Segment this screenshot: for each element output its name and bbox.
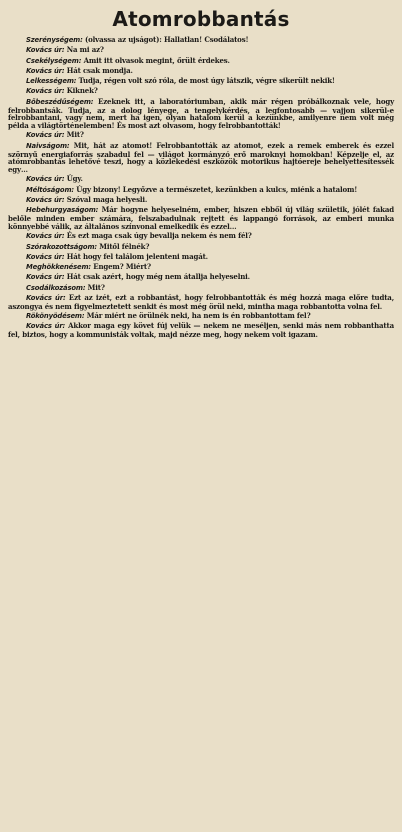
dialogue-line: [8, 253, 394, 262]
line-text: Szóval maga helyesli.: [64, 195, 148, 205]
article-title: Atomrobbantás: [112, 7, 290, 31]
line-text: Amit itt olvasok megint, őrült érdekes.: [81, 55, 230, 65]
dialogue-line: [8, 67, 394, 76]
speaker-name: Méltóságom:: [26, 185, 74, 194]
dialogue-line: [8, 284, 394, 293]
speaker-name: Kovács úr:: [26, 131, 65, 140]
speaker-name: Naivságom:: [26, 141, 70, 150]
line-text: Ezeknek itt, a laboratóriumban, akik már régen próbálkoznak vele, hogy felrobbantsák. Tudja, az a dolog lényege, a tengelykérdés, a legfontosabb — vajjon sikerül-e felrobbantani, vagy nem, mert ha igen, olyan hatalom kerül a kezünkbe, amilyenre nem volt még példa a világtörténelemben! És most azt olvasom, hogy felrobbantották!: [8, 96, 394, 131]
line-text: Úgy.: [64, 174, 83, 184]
dialogue-line: [8, 206, 394, 230]
dialogue-line: [8, 175, 394, 184]
line-text: (olvassa az ujságot): Hallatlan! Csodálatos!: [82, 35, 249, 44]
dialogue-line: [8, 46, 394, 55]
line-text: Tudja, régen volt szó róla, de most úgy látszik, végre sikerült nekik!: [76, 76, 335, 86]
speaker-name: Szerénységem:: [26, 36, 83, 44]
line-text: Mit?: [64, 130, 84, 140]
line-text: Engem? Miért?: [90, 262, 151, 272]
line-text: Na mi az?: [64, 45, 104, 55]
line-text: Kiknek?: [64, 86, 98, 96]
speaker-name: Kovács úr:: [26, 273, 65, 282]
line-text: Hát hogy fel találom jelenteni magát.: [64, 251, 208, 261]
speaker-name: Kovács úr:: [26, 252, 65, 261]
dialogue-line: [8, 294, 394, 311]
dialogue-line: [8, 57, 394, 66]
line-text: Hát csak azért, hogy még nem átallja helyeselni.: [64, 272, 250, 282]
dialogue-line: [8, 196, 394, 205]
speaker-name: Kovács úr:: [26, 175, 65, 184]
line-text: Úgy bizony! Legyőzve a természetet, kezünkben a kulcs, miénk a hatalom!: [73, 184, 358, 194]
dialogue-line: [8, 77, 394, 86]
speaker-name: Rökönyödésem:: [26, 312, 85, 321]
speaker-name: Lelkességem:: [26, 77, 77, 86]
dialogue-line: [8, 98, 394, 130]
speaker-name: Kovács úr:: [26, 46, 65, 55]
line-text: Mit?: [85, 282, 105, 292]
speaker-name: Kovács úr:: [26, 294, 66, 303]
speaker-name: Kovács úr:: [26, 66, 65, 75]
line-text: Akkor maga egy követ fúj velük — nekem ne meséljen, senki más nem robbanthatta fel, biztos, hogy a kommunisták voltak, majd nézze meg, hogy nekem volt igazam.: [8, 321, 394, 340]
dialogue-line: [8, 312, 394, 321]
line-text: Ezt az izét, ezt a robbantást, hogy felrobbantották és még hozzá maga előre tudta, aszongya és nem figyelmeztetett senkit és most még örül neki, mintha maga robbantotta volna fel.: [8, 293, 394, 311]
dialogue-line: [8, 322, 394, 339]
speaker-name: Szórakozottságom:: [26, 242, 97, 251]
line-text: Hát csak mondja.: [64, 65, 133, 75]
dialogue-line: [8, 232, 394, 241]
speaker-name: Bőbeszédűségem:: [26, 97, 94, 106]
line-text: Mit, hát az atomot! Felrobbantották az atomot, ezek a remek emberek és ezzel szörnyű energiaforrás szabadul fel — világot kormányzó erő maroknyi homokban! Képzelje el, az atómrobbantás lehetővé teszi, hogy a közlekedési eszközök motorikus hajtóereje behelyettesítessék egy…: [8, 140, 394, 175]
speaker-name: Hebehurgyaságom:: [26, 206, 99, 215]
speaker-name: Kovács úr:: [26, 322, 66, 331]
dialogue-line: [8, 87, 394, 96]
speaker-name: Csodálkozásom:: [26, 283, 86, 292]
speaker-name: Kovács úr:: [26, 87, 65, 96]
speaker-name: Csekélységem:: [26, 56, 82, 65]
line-text: Mitől félnék?: [96, 241, 150, 251]
dialogue-body: [8, 36, 394, 339]
dialogue-line: [8, 243, 394, 252]
line-text: Már hogyne helyeselném, ember, hiszen ebből új világ születik, jólét fakad belőle minden ember számára, felszabadulnak rejtett és lappangó források, az emberi munka könnyebbé válik, az általános színvonal emelkedik és ezzel…: [8, 205, 394, 231]
dialogue-line: [8, 273, 394, 282]
speaker-name: Meghökkenésem:: [26, 263, 91, 272]
line-text: Már miért ne örülnék neki, ha nem is én robbantottam fel?: [84, 311, 311, 321]
dialogue-line: [8, 36, 394, 45]
dialogue-line: [8, 142, 394, 174]
dialogue-line: [8, 131, 394, 140]
speaker-name: Kovács úr:: [26, 196, 65, 205]
speaker-name: Kovács úr:: [26, 232, 65, 241]
line-text: És ezt maga csak úgy bevallja nekem és nem fél?: [64, 231, 252, 241]
dialogue-line: [8, 186, 394, 195]
dialogue-line: [8, 263, 394, 272]
